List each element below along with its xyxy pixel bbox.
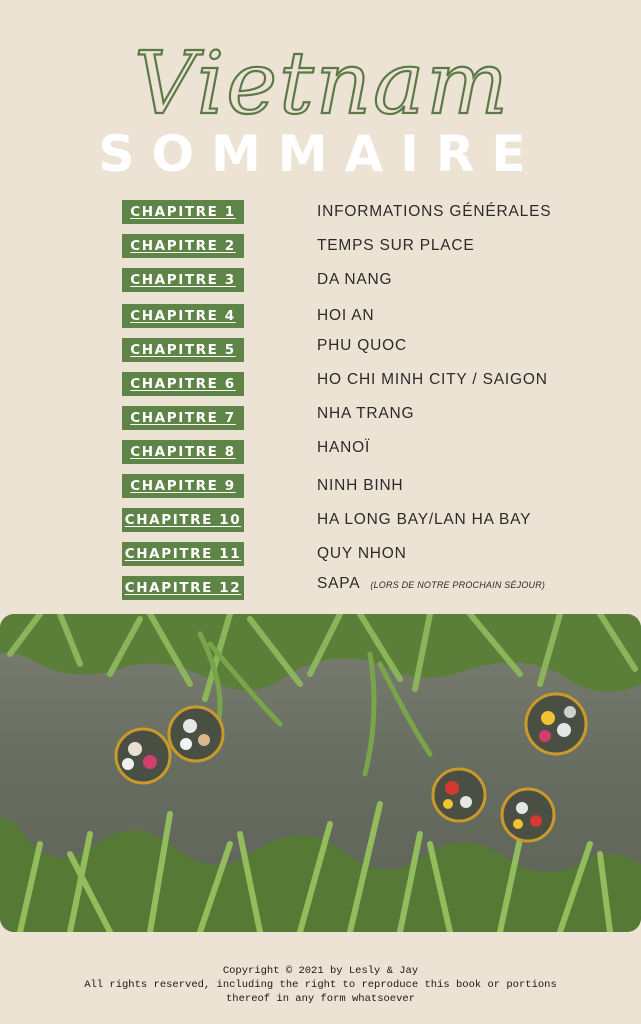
chapter-title-text: SAPA <box>317 575 361 592</box>
chapter-title: HANOÏ <box>317 439 371 456</box>
chapter-title: INFORMATIONS GÉNÉRALES <box>317 203 552 220</box>
chapter-row[interactable] <box>0 372 641 398</box>
river-boats-photo <box>0 614 641 932</box>
chapter-title: HA LONG BAY/LAN HA BAY <box>317 511 532 528</box>
chapter-badge[interactable]: CHAPITRE 2 <box>122 234 244 258</box>
copyright-footer <box>0 964 641 1006</box>
chapter-title: HO CHI MINH CITY / SAIGON <box>317 371 548 388</box>
chapter-badge[interactable]: CHAPITRE 4 <box>122 304 244 328</box>
chapter-row[interactable] <box>0 508 641 534</box>
chapter-row[interactable] <box>0 304 641 330</box>
page-title: SOMMAIRE <box>98 125 543 183</box>
copyright-line: Copyright © 2021 by Lesly & Jay <box>222 965 419 977</box>
chapter-badge[interactable]: CHAPITRE 7 <box>122 406 244 430</box>
chapter-badge[interactable]: CHAPITRE 10 <box>122 508 244 532</box>
chapter-row[interactable] <box>0 406 641 432</box>
aerial-river-illustration <box>0 614 641 932</box>
chapter-title: HOI AN <box>317 307 375 324</box>
chapter-row[interactable] <box>0 268 641 294</box>
chapter-title: NHA TRANG <box>317 405 415 422</box>
chapter-row[interactable] <box>0 338 641 364</box>
chapter-note: (LORS DE NOTRE PROCHAIN SÉJOUR) <box>370 580 546 590</box>
chapter-badge[interactable]: CHAPITRE 1 <box>122 200 244 224</box>
chapter-title: TEMPS SUR PLACE <box>317 237 475 254</box>
chapter-badge[interactable]: CHAPITRE 8 <box>122 440 244 464</box>
chapter-row[interactable] <box>0 576 641 602</box>
chapter-row[interactable] <box>0 474 641 500</box>
chapter-badge[interactable]: CHAPITRE 6 <box>122 372 244 396</box>
chapter-badge[interactable]: CHAPITRE 12 <box>122 576 244 600</box>
chapter-title: QUY NHON <box>317 545 407 562</box>
chapter-badge[interactable]: CHAPITRE 5 <box>122 338 244 362</box>
vietnam-script-text: Vietnam <box>134 34 510 134</box>
chapter-badge[interactable]: CHAPITRE 3 <box>122 268 244 292</box>
chapter-title: DA NANG <box>317 271 393 288</box>
chapter-title <box>317 572 545 597</box>
rights-line-cont: thereof in any form whatsoever <box>225 993 416 1005</box>
chapter-title: PHU QUOC <box>317 337 407 354</box>
chapter-badge[interactable]: CHAPITRE 11 <box>122 542 244 566</box>
rights-line: All rights reserved, including the right to reproduce this book or portions <box>84 979 557 991</box>
chapter-badge[interactable]: CHAPITRE 9 <box>122 474 244 498</box>
chapter-row[interactable] <box>0 542 641 568</box>
chapter-row[interactable] <box>0 234 641 260</box>
chapter-row[interactable] <box>0 200 641 226</box>
chapter-row[interactable] <box>0 440 641 466</box>
chapter-title: NINH BINH <box>317 477 404 494</box>
